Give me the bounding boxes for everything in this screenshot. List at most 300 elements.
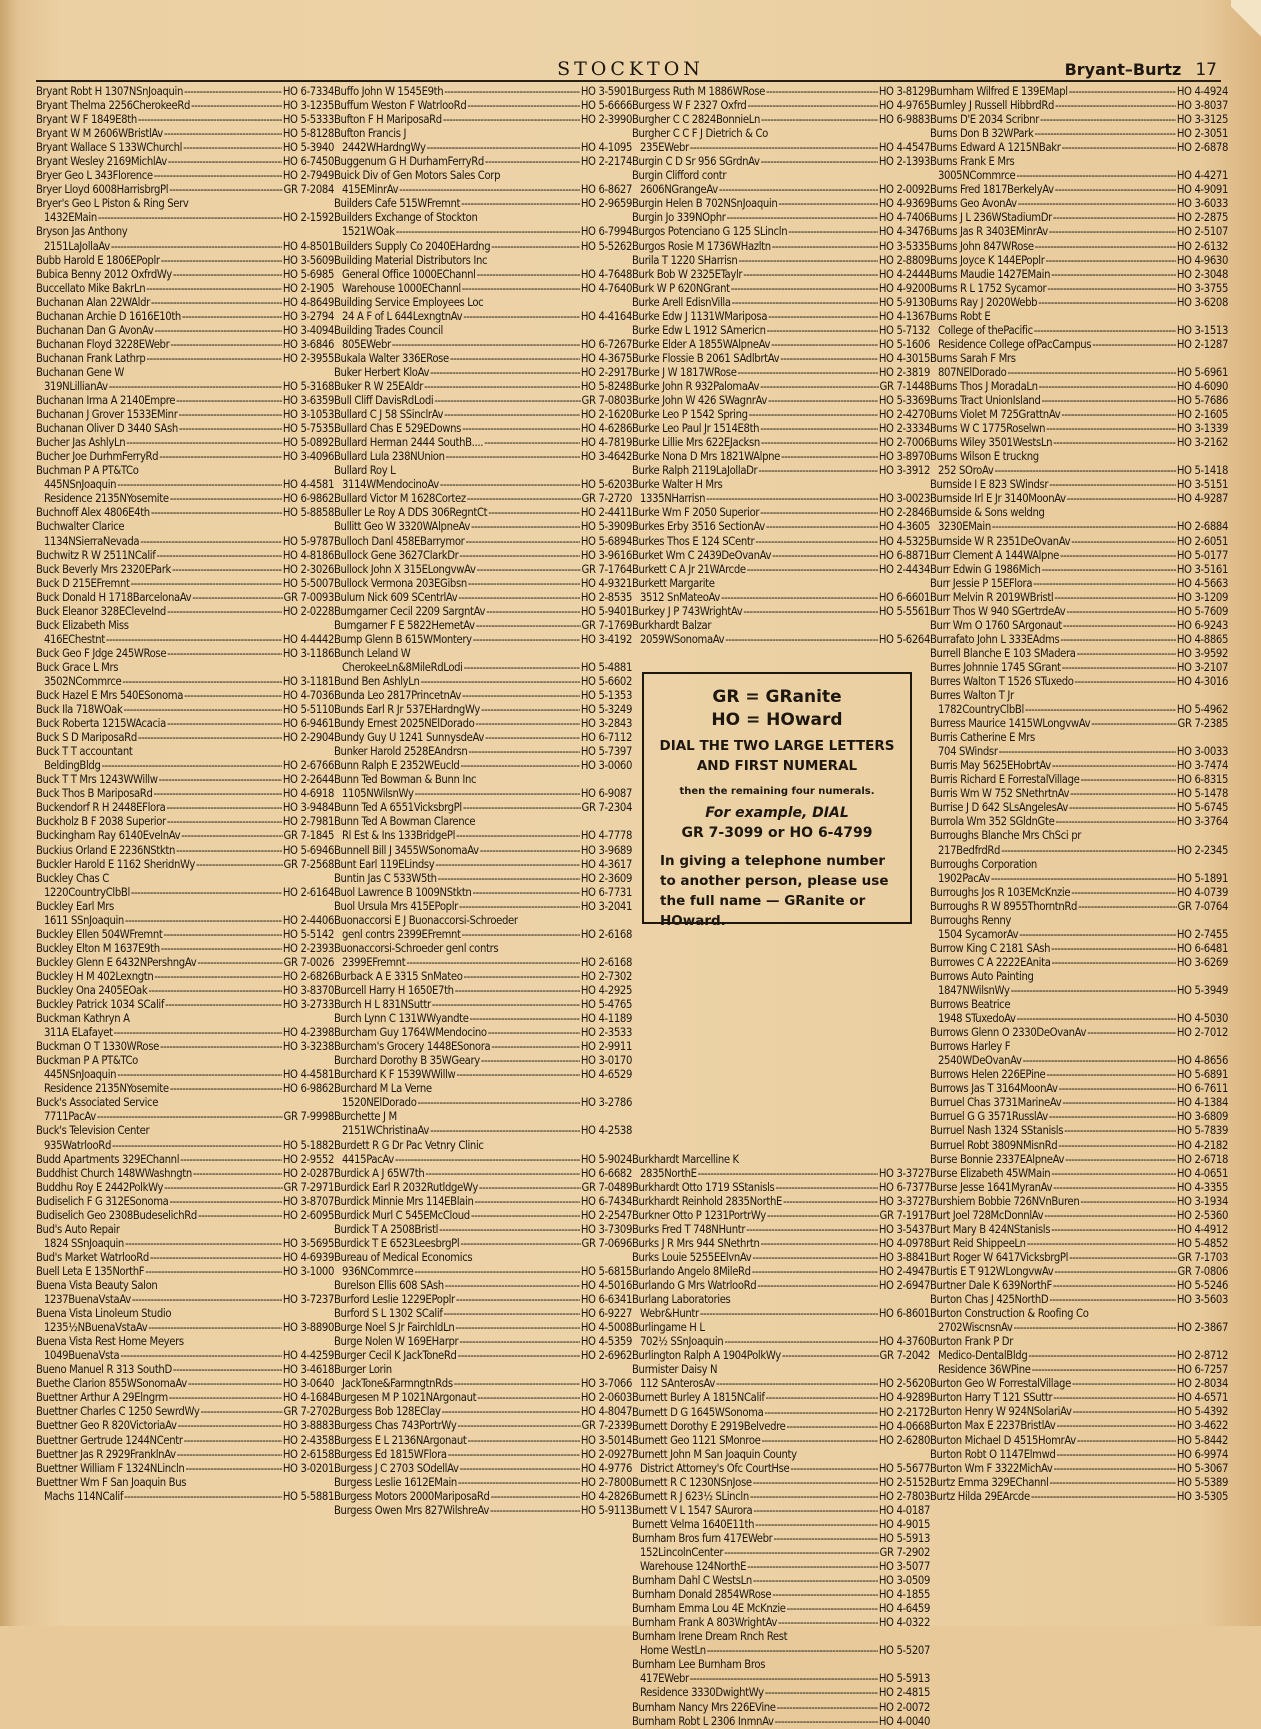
listing-entry [632,1321,930,1335]
listing-entry [930,492,1228,506]
leader-dots [395,1153,580,1167]
phone-number: GR 7-0489 [581,1180,632,1194]
leader-dots [1072,1377,1176,1391]
listing-entry [632,141,930,155]
listing-entry [930,1434,1228,1448]
listing-entry [36,984,334,998]
phone-number: HO 3-6208 [1176,295,1228,309]
leader-dots [167,647,282,661]
listing-entry [36,731,334,745]
listing-entry [930,535,1228,549]
listing-name: Burnham Robt L 2306 InmnAv [632,1714,774,1728]
phone-number: HO 2-5360 [1176,1208,1228,1222]
listing-name: Burruel Robt 3809NMisnRd [930,1138,1058,1152]
leader-dots [176,394,282,408]
leader-dots [145,1265,282,1279]
listing-entry [334,197,632,211]
phone-number: HO 4-2538 [580,1124,632,1138]
listing-entry [930,1012,1228,1026]
listing-entry [930,647,1228,661]
phone-number: HO 3-6846 [282,337,334,351]
listing-name: Burcell Harry H 1650E7th [334,984,454,997]
listing-name: Budd Apartments 329EChannl [36,1152,180,1166]
listing-entry [930,1265,1228,1279]
listing-entry [930,113,1228,127]
listing-entry [334,141,632,155]
phone-number: HO 5-5262 [580,239,632,253]
leader-dots [183,141,282,155]
listing-name: Bull Cliff DavisRdLodi [334,394,434,408]
listing-column-4 [930,85,1228,1504]
listing-name: Machs 114NCalif [44,1489,124,1503]
leader-dots [440,478,580,492]
phone-number: HO 4-4912 [1176,1222,1228,1236]
listing-name: Burke Leo Paul Jr 1514E8th [632,422,760,436]
leader-dots [1019,928,1176,942]
phone-number: HO 2-3955 [282,351,334,365]
leader-dots [125,1237,282,1251]
phone-number: HO 4-0187 [878,1503,930,1517]
listing-entry [930,1054,1228,1068]
phone-number: HO 4-5008 [580,1321,632,1335]
leader-dots [467,1434,579,1448]
listing-name: JackTone&FarmngtnRds [342,1377,453,1391]
listing-name: Builders Supply Co 2040EHardng [334,239,491,253]
listing-name: Burgess Motors 2000MariposaRd [334,1489,490,1503]
listing-entry [930,1363,1228,1377]
leader-dots [169,183,282,197]
listing-name: Bryson Jas Anthony [36,225,128,239]
leader-dots [755,535,878,549]
listing-name: Burgess Leslie 1612EMain [334,1475,457,1489]
listing-entry [632,520,930,534]
leader-dots [1031,1490,1176,1504]
phone-number: HO 5-3909 [580,520,632,534]
leader-dots [761,155,878,169]
phone-number: HO 3-2041 [580,899,632,913]
leader-dots [102,759,282,773]
listing-name: Burr Jessie P 15EFlora [930,576,1033,590]
listing-entry [36,310,334,324]
listing-entry [930,352,1228,366]
listing-name: Burt Reid ShippeeLn [930,1236,1026,1250]
listing-entry [36,829,334,843]
phone-number: HO 2-2846 [878,506,930,520]
leader-dots [460,1237,580,1251]
leader-dots [788,225,878,239]
phone-number: GR 7-2339 [581,1419,632,1433]
listing-entry [930,436,1228,450]
leader-dots [1034,127,1175,141]
leader-dots [1060,549,1176,563]
listing-name: Burres Johnnie 1745 SGrant [930,660,1061,674]
listing-name: Residence 36WPine [938,1363,1031,1377]
listing-entry [930,1040,1228,1054]
phone-number: HO 4-9776 [580,1461,632,1475]
listing-name: Burnett D G 1645WSonoma [632,1405,764,1419]
listing-entry [36,759,334,773]
listing-entry [334,450,632,464]
leader-dots [765,1686,878,1700]
listing-name: Bullard Roy L [334,464,396,478]
phone-number: HO 4-5359 [580,1335,632,1349]
listing-name: Buettner Gertrude 1244NCentr [36,1433,183,1447]
listing-name: Burgin Helen B 702NSnJoaquin [632,197,778,211]
leader-dots [1073,1405,1176,1419]
listing-name: Burtz Emma 329EChannl [930,1475,1049,1489]
listing-entry [930,99,1228,113]
leader-dots [778,197,877,211]
listing-entry [36,703,334,717]
phone-number: HO 4-6529 [580,1068,632,1082]
listing-name: Buller Le Roy A DDS 306RegntCt [334,506,488,520]
leader-dots [1028,1349,1175,1363]
listing-name: Buettner William F 1324NLincln [36,1461,185,1475]
listing-name: Buddhu Roy E 2442PolkWy [36,1180,164,1194]
exchange-gr: GR = GRanite [712,687,842,707]
listing-entry [36,1153,334,1167]
listing-entry [632,1630,930,1644]
listing-entry [36,1434,334,1448]
name-range: Bryant–Burtz [1064,60,1182,79]
phone-number: HO 2-2174 [580,155,632,169]
listing-entry [334,1082,632,1096]
listing-entry [334,998,632,1012]
listing-entry [334,703,632,717]
listing-name: Buck Thos B MariposaRd [36,787,153,801]
phone-number: HO 2-7012 [1176,1026,1228,1040]
listing-entry [334,1054,632,1068]
leader-dots [1067,492,1176,506]
listing-entry [36,1237,334,1251]
leader-dots [138,731,282,745]
listing-name: Bryant Robt H 1307NSnJoaquin [36,85,183,98]
listing-name: Bulum Nick 609 SCentrlAv [334,590,458,604]
listing-entry [930,942,1228,956]
listing-entry [36,1209,334,1223]
listing-entry [334,928,632,942]
leader-dots [767,1209,879,1223]
phone-number: HO 3-1235 [282,99,334,113]
listing-name: Burchard M La Verne [334,1082,432,1096]
listing-name: Burns Tract UnionIsland [930,394,1041,408]
leader-dots [787,1420,878,1434]
leader-dots [758,464,877,478]
leader-dots [418,1096,580,1110]
leader-dots [161,254,282,268]
phone-number: HO 2-8535 [580,590,632,604]
phone-number: HO 2-7302 [580,969,632,983]
leader-dots [1049,1110,1176,1124]
leader-dots [724,1546,878,1560]
listing-name: Buettner Charles C 1250 SewrdWy [36,1405,200,1419]
listing-name: Burch Lynn C 131WWyandte [334,1012,469,1026]
listing-entry [632,127,930,141]
leader-dots [787,1602,878,1616]
listing-name: Buckley Earl Mrs [36,899,114,913]
listing-entry [632,1602,930,1616]
phone-number: HO 4-5663 [1176,576,1228,590]
leader-dots [396,225,580,239]
phone-number: HO 5-6946 [282,843,334,857]
listing-entry [334,464,632,478]
listing-name: Burrow King C 2181 SAsh [930,941,1051,955]
phone-number: HO 3-1339 [1176,422,1228,436]
listing-entry [632,478,930,492]
listing-name: Builders Exchange of Stockton [334,211,478,225]
listing-name: Burke Edw L 1912 SAmericn [632,323,766,337]
leader-dots [112,1139,282,1153]
listing-entry [36,773,334,787]
listing-entry [334,492,632,506]
listing-name: 319NLillianAv [44,379,108,393]
leader-dots [458,1349,580,1363]
phone-number: HO 2-6164 [282,885,334,899]
leader-dots [392,338,580,352]
listing-entry [36,970,334,984]
leader-dots [491,1040,579,1054]
phone-number: GR 7-2720 [581,492,632,506]
listing-entry [334,1040,632,1054]
listing-name: General Office 1000EChannl [342,267,476,281]
phone-number: GR 7-0093 [283,590,334,604]
listing-entry [334,380,632,394]
phone-number: HO 2-3026 [282,562,334,576]
listing-name: Buchanan Oliver D 3440 SAsh [36,422,178,436]
listing-entry [334,310,632,324]
leader-dots [783,1195,878,1209]
leader-dots [1070,787,1176,801]
listing-name: Budiselich F G 312ESonoma [36,1194,169,1208]
leader-dots [485,731,580,745]
leader-dots [193,1167,282,1181]
listing-name: 217BedfrdRd [938,843,1001,857]
listing-entry [334,254,632,268]
listing-name: 1105NWilsnWy [342,787,414,801]
listing-name: Bud's Auto Repair [36,1222,120,1236]
listing-name: Buck Geo F Jdge 245WRose [36,646,167,660]
phone-number: HO 3-4192 [580,632,632,646]
leader-dots [719,183,878,197]
phone-number: HO 2-3334 [878,422,930,436]
leader-dots [1065,1153,1176,1167]
phone-number: HO 2-1620 [580,408,632,422]
listing-entry [632,169,930,183]
leader-dots [184,85,282,99]
listing-name: Burnside Irl E Jr 3140MoonAv [930,492,1066,506]
leader-dots [1061,408,1176,422]
phone-number: HO 6-9461 [282,717,334,731]
listing-entry [334,1096,632,1110]
leader-dots [1051,1167,1176,1181]
leader-dots [460,1462,580,1476]
listing-entry [334,731,632,745]
listing-entry [334,1349,632,1363]
leader-dots [491,1490,580,1504]
listing-name: Burnside W R 2351DeOvanAv [930,534,1071,548]
listing-name: Burford S L 1302 SCalif [334,1307,443,1321]
listing-name: Buccellato Mike BakrLn [36,281,146,295]
listing-entry [632,1644,930,1658]
listing-entry [36,661,334,675]
leader-dots [766,1391,878,1405]
listing-name: 1824 SSnJoaquin [44,1236,124,1250]
phone-number: HO 6-9974 [1176,1447,1228,1461]
listing-entry [334,85,632,99]
listing-name: Buettner Geo R 820VictoriaAv [36,1419,177,1433]
phone-number: GR 7-2084 [283,183,334,197]
listing-name: Buettner Jas R 2929FranklnAv [36,1447,176,1461]
leader-dots [181,829,282,843]
phone-number: HO 3-4094 [282,323,334,337]
leader-dots [752,1265,878,1279]
phone-number: HO 4-8656 [1176,1054,1228,1068]
listing-name: Bundy Guy U 1241 SunnysdeAv [334,731,484,745]
listing-entry [930,338,1228,352]
phone-number: HO 5-3940 [282,141,334,155]
phone-number: HO 6-8601 [878,1307,930,1321]
listing-name: Webr&Huntr [640,1307,699,1321]
listing-entry [632,366,930,380]
leader-dots [1091,717,1176,731]
listing-name: Bryant W M 2606WBristlAv [36,127,163,141]
listing-name: Burgess Chas 743PortrWy [334,1419,457,1433]
leader-dots [460,759,579,773]
listing-entry [930,422,1228,436]
listing-name: Burnham Emma Lou 4E McKnzie [632,1602,786,1616]
listing-entry [334,1307,632,1321]
phone-number: HO 2-6158 [282,1447,334,1461]
listing-name: Buol Ursula Mrs 415EPoplr [334,899,458,913]
listing-entry [632,1701,930,1715]
listing-name: Buchanan Gene W [36,365,124,379]
listing-name: 7711PacAv [44,1110,96,1124]
leader-dots [406,956,580,970]
leader-dots [476,619,581,633]
listing-entry [36,605,334,619]
listing-name: 3512 SnMateoAv [640,590,721,604]
listing-entry [334,506,632,520]
leader-dots [1035,240,1176,254]
listing-name: Buchanan Archie D 1616E10th [36,309,181,323]
leader-dots [444,1307,580,1321]
leader-dots [490,1504,580,1518]
leader-dots [1053,1181,1176,1195]
phone-number: HO 2-6095 [282,1208,334,1222]
phone-number: HO 3-7066 [580,1377,632,1391]
listing-name: Burgin Jo 339NOphr [632,211,726,225]
listing-name: Burke John W 426 SWagnrAv [632,394,768,408]
leader-dots [457,1419,580,1433]
listing-name: Buck Roberta 1215WAcacia [36,717,166,731]
phone-number: HO 2-1592 [282,211,334,225]
listing-name: Buonaccorsi-Schroeder genl contrs [334,941,499,955]
listing-name: Buonaccorsi E J Buonaccorsi-Schroeder [334,913,518,927]
listing-name: Burns R L 1752 Sycamor [930,281,1047,295]
listing-entry [632,1167,930,1181]
leader-dots [757,1279,877,1293]
leader-dots [761,1237,878,1251]
listing-entry [36,1054,334,1068]
listing-name: 935WatrlooRd [44,1138,111,1152]
listing-entry [930,1349,1228,1363]
phone-number: HO 4-0651 [1176,1166,1228,1180]
listing-entry [930,675,1228,689]
leader-dots [430,366,580,380]
listing-entry [632,1504,930,1518]
leader-dots [481,703,580,717]
phone-number: HO 2-9659 [580,197,632,211]
phone-number: HO 4-5325 [878,534,930,548]
phone-number: HO 4-0322 [878,1616,930,1630]
listing-name: Bundy Ernest 2025NElDorado [334,717,475,731]
phone-number: HO 2-3048 [1176,267,1228,281]
phone-number: HO 5-9130 [878,295,930,309]
listing-entry [930,464,1228,478]
leader-dots [131,577,282,591]
listing-entry [334,1419,632,1433]
leader-dots [1077,647,1176,661]
phone-number: HO 3-8883 [282,1419,334,1433]
listing-name: Burruel Nash 1324 SStanisls [930,1124,1064,1138]
listing-entry [930,619,1228,633]
listing-entry [36,450,334,464]
phone-number: HO 2-7006 [878,436,930,450]
leader-dots [168,155,282,169]
phone-number: HO 5-8128 [282,127,334,141]
listing-entry [36,1265,334,1279]
phone-number: HO 4-7406 [878,211,930,225]
listing-name: Burrows Harley F [930,1040,1011,1054]
leader-dots [743,268,878,282]
leader-dots [444,85,580,99]
listing-entry [36,1082,334,1096]
listing-name: Burnside I E 823 SWindsr [930,478,1049,492]
phone-number: HO 5-9401 [580,604,632,618]
phone-number: GR 7-1703 [1177,1250,1228,1264]
phone-number: HO 5-5561 [878,604,930,618]
leader-dots [768,394,878,408]
listing-name: Buck Hazel E Mrs 540ESonoma [36,689,184,703]
leader-dots [750,1490,878,1504]
listing-name: 311A ELafayet [44,1026,113,1040]
leader-dots [179,408,282,422]
leader-dots [154,169,282,183]
phone-number: HO 3-8841 [878,1251,930,1264]
listing-entry [36,99,334,113]
listing-entry [930,141,1228,155]
leader-dots [458,591,579,605]
listing-entry [930,211,1228,225]
listing-entry [36,1419,334,1433]
listing-entry [36,211,334,225]
phone-number: HO 2-1393 [878,155,930,169]
listing-entry [36,1377,334,1391]
leader-dots [1051,1223,1176,1237]
leader-dots [1039,380,1176,394]
phone-number: HO 4-3760 [878,1335,930,1349]
leader-dots [155,324,282,338]
phone-number: HO 5-6961 [1176,365,1228,379]
phone-number: HO 4-0040 [878,1714,930,1728]
phone-number: HO 5-7535 [282,422,334,436]
listing-name: Burnett R C 1230NSnJose [632,1475,752,1489]
header-rule [36,80,1221,82]
listing-name: 1611 SSnJoaquin [44,913,124,927]
listing-entry [632,1195,930,1209]
listing-name: Buckendorf R H 2448EFlora [36,801,166,815]
leader-dots [772,549,878,563]
